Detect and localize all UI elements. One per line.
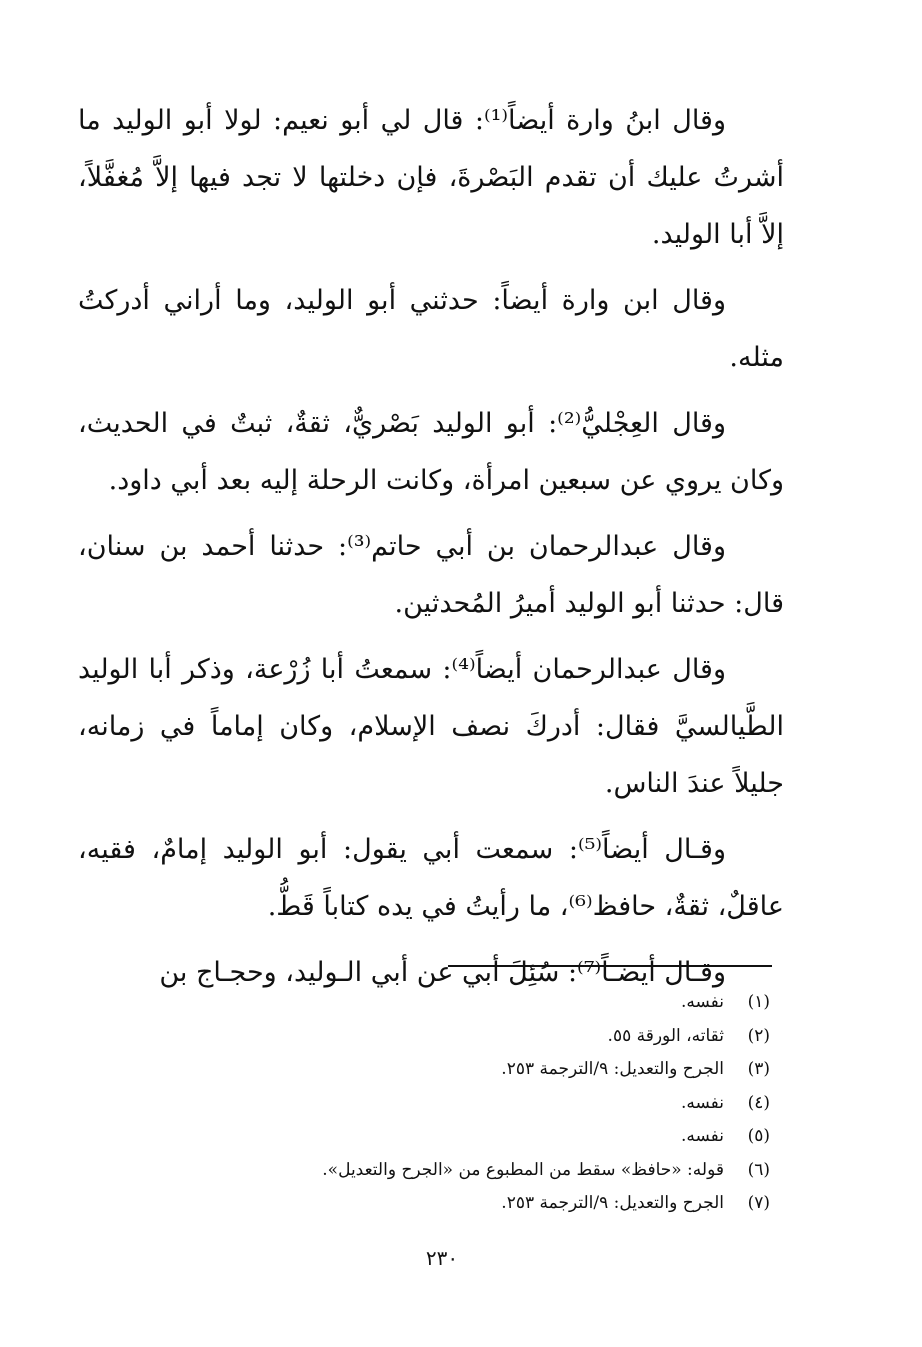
paragraph: وقال عبدالرحمان أيضاً⁽⁴⁾: سمعتُ أبا زُرْعة، وذكر أبا الوليد الطَّيالسيَّ فقال: أدركَ نصف الإسلام، وكان إماماً في زمانه، جليلاً عندَ الناس. <box>78 654 784 799</box>
footnote-text: قوله: «حافظ» سقط من المطبوع من «الجرح والتعديل». <box>322 1159 724 1180</box>
footnote-number: (٣) <box>747 1059 770 1079</box>
footnote-number: (٤) <box>747 1092 770 1113</box>
footnote-text: الجرح والتعديل: ٩/الترجمة ٢٥٣. <box>501 1059 724 1079</box>
footnote <box>200 1154 770 1188</box>
footnotes <box>200 986 770 1221</box>
footnote-text: نفسه. <box>680 992 724 1012</box>
footnote <box>200 1120 770 1154</box>
paragraph: وقال ابن وارة أيضاً: حدثني أبو الوليد، وما أراني أدركتُ مثله. <box>78 285 784 373</box>
footnote <box>200 1087 770 1121</box>
footnote-number: (٢) <box>747 1025 770 1046</box>
footnote-number: (١) <box>747 992 770 1012</box>
footnote-number: (٥) <box>747 1126 770 1146</box>
paragraph: وقـال أيضـاً⁽⁷⁾: سُئِلَ أبي عن أبي الـوليد، وحجـاج بن <box>159 957 726 988</box>
footnote-text: الجرح والتعديل: ٩/الترجمة ٢٥٣. <box>501 1193 724 1213</box>
footnote <box>200 1187 770 1221</box>
footnote <box>200 986 770 1020</box>
main-text <box>78 92 784 1010</box>
paragraph: وقال عبدالرحمان بن أبي حاتم⁽³⁾: حدثنا أحمد بن سنان، قال: حدثنا أبو الوليد أميرُ المُحدثين. <box>78 531 784 619</box>
footnote-divider <box>448 965 772 967</box>
footnote-number: (٦) <box>747 1159 770 1180</box>
footnote <box>200 1053 770 1087</box>
paragraph: وقال العِجْليُّ⁽²⁾: أبو الوليد بَصْريٌّ، ثقةٌ، ثبتٌ في الحديث، وكان يروي عن سبعين امرأة، وكانت الرحلة إليه بعد أبي داود. <box>78 408 784 496</box>
footnote-number: (٧) <box>747 1193 770 1213</box>
page-number: ٢٣٠ <box>425 1246 459 1270</box>
footnote-text: نفسه. <box>680 1126 724 1146</box>
paragraph: وقـال أيضاً⁽⁵⁾: سمعت أبي يقول: أبو الوليد إمامٌ، فقيه، عاقلٌ، ثقةٌ، حافظ⁽⁶⁾، ما رأيتُ في يده كتاباً قَطُّ. <box>78 834 784 922</box>
footnote <box>200 1020 770 1054</box>
footnote-text: نفسه. <box>680 1092 724 1113</box>
paragraph: وقال ابنُ وارة أيضاً⁽¹⁾: قال لي أبو نعيم: لولا أبو الوليد ما أشرتُ عليك أن تقدم البَصْرةَ، فإن دخلتها لا تجد فيها إلاَّ مُغفَّلاً، إلاَّ أبا الوليد. <box>78 105 784 250</box>
footnote-text: ثقاته، الورقة ٥٥. <box>607 1025 724 1046</box>
